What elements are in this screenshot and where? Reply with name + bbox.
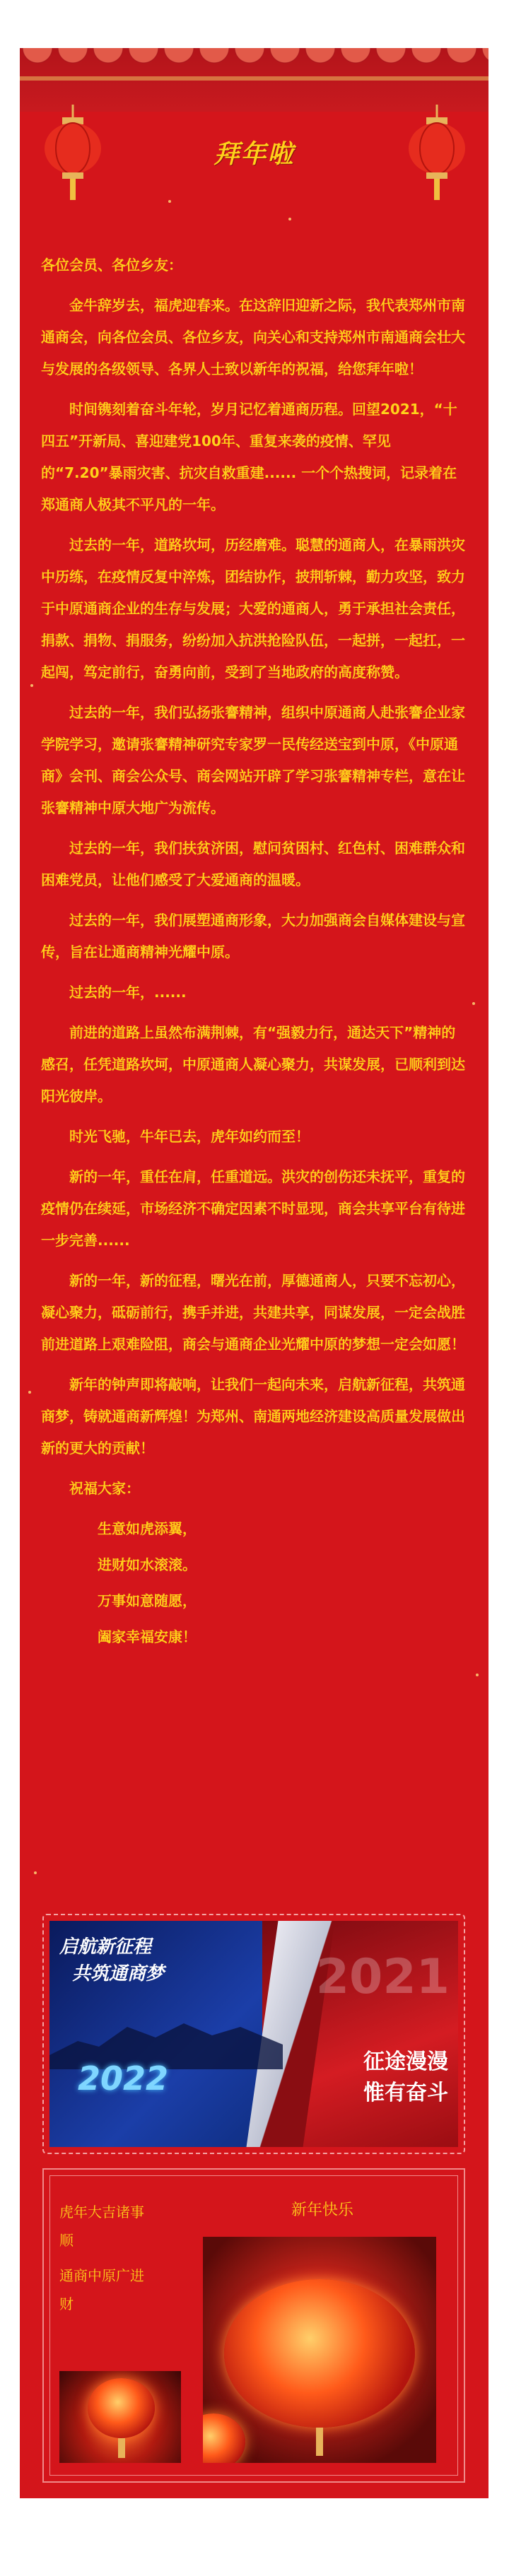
wish-line: 阖家幸福安康！ (98, 1628, 197, 1645)
wish-line: 进财如水滚滚。 (98, 1556, 197, 1573)
left-caption: 虎年大吉诸事 顺 通商中原广进 财 (59, 2204, 144, 2312)
paragraph: 时间镌刻着奋斗年轮，岁月记忆着通商历程。回望2021，“十四五”开新局、喜迎建党100年、重复来袭的疫情、罕见的“7.20”暴雨灾害、抗灾自救重建...... 一个个热搜词，记录着在郑通商人极其不平凡的一年。 (41, 401, 457, 513)
lantern-photo-small (59, 2371, 181, 2463)
paragraph: 祝福大家： (69, 1480, 140, 1497)
banner-frame (42, 1914, 465, 2154)
new-year-card (20, 48, 488, 2498)
greeting-photos-frame (42, 2168, 465, 2483)
paragraph: 过去的一年，我们展塑通商形象，大力加强商会自媒体建设与宣传，旨在让通商精神光耀中原。 (41, 912, 465, 960)
paragraph: 过去的一年，我们扶贫济困，慰问贫困村、红色村、困难群众和困难党员，让他们感受了大爱通商的温暖。 (41, 840, 465, 888)
paragraph: 时光飞驰，牛年已去，虎年如约而至！ (69, 1128, 310, 1145)
paragraph: 过去的一年，我们弘扬张謇精神，组织中原通商人赴张謇企业家学院学习，邀请张謇精神研究专家罗一民传经送宝到中原，《中原通商》会刊、商会公众号、商会网站开辟了学习张謇精神专栏，意在让张謇精神中原大地广为流传。 (41, 704, 465, 816)
banner-year-2021: 2021 (315, 1949, 450, 2005)
wish-line: 万事如意随愿， (98, 1592, 197, 1609)
new-year-banner-image (49, 1921, 458, 2147)
letter-body (41, 249, 465, 1657)
paragraph: 新年的钟声即将敲响，让我们一起向未来，启航新征程，共筑通商梦，铸就通商新辉煌！为郑州、南通两地经济建设高质量发展做出新的更大的贡献！ (41, 1376, 465, 1457)
banner-slogan: 启航新征程 共筑通商梦 (59, 1936, 165, 1984)
paragraph: 金牛辞岁去，福虎迎春来。在这辞旧迎新之际，我代表郑州市南通商会，向各位会员、各位乡友，向关心和支持郑州市南通商会壮大与发展的各级领导、各界人士致以新年的祝福，给您拜年啦！ (41, 297, 465, 377)
cloud-pattern-border (20, 48, 488, 76)
greeting: 各位会员、各位乡友： (41, 257, 182, 274)
wish-line: 生意如虎添翼， (98, 1520, 197, 1537)
banner-year-2022: 2022 (78, 2059, 169, 2098)
right-title: 新年快乐 (291, 2201, 354, 2219)
paragraph: 过去的一年，道路坎坷，历经磨难。聪慧的通商人，在暴雨洪灾中历练，在疫情反复中淬炼，团结协作，披荆斩棘，勤力攻坚，致力于中原通商企业的生存与发展；大爱的通商人，勇于承担社会责任，捐款、捐物、捐服务，纷纷加入抗洪抢险队伍，一起拼，一起扛，一起闯，笃定前行，奋勇向前，受到了当地政府的高度称赞。 (41, 536, 465, 681)
paragraph: 过去的一年，...... (69, 984, 187, 1001)
gold-trim (20, 76, 488, 81)
page-title: 拜年啦 (213, 140, 295, 169)
header-band (20, 48, 488, 112)
banner-tagline: 征途漫漫 惟有奋斗 (363, 2049, 448, 2105)
paragraph: 新的一年，重任在肩，任重道远。洪灾的创伤还未抚平，重复的疫情仍在续延，市场经济不确定因素不时显现，商会共享平台有待进一步完善...... (41, 1168, 465, 1249)
paragraph: 前进的道路上虽然布满荆棘，有“强毅力行，通达天下”精神的感召，任凭道路坎坷，中原通商人凝心聚力，共谋发展，已顺利到达阳光彼岸。 (41, 1024, 465, 1105)
paragraph: 新的一年，新的征程，曙光在前，厚德通商人，只要不忘初心，凝心聚力，砥砺前行，携手并进，共建共享，同谋发展，一定会战胜前进道路上艰难险阻，商会与通商企业光耀中原的梦想一定会如愿！ (41, 1272, 465, 1353)
lantern-photo-large (203, 2237, 436, 2463)
